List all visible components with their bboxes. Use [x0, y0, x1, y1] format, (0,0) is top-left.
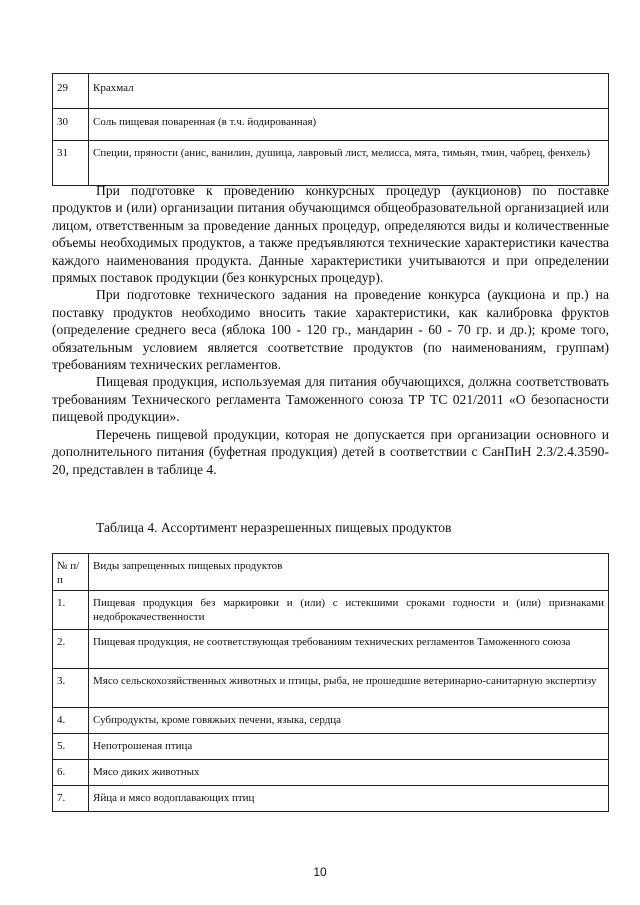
paragraph: Пищевая продукция, используемая для питания обучающихся, должна соответствовать требованиям Технического регламента Таможенного союза ТР ТС 021/2011 «О безопасности пищевой продукции».: [52, 374, 609, 425]
prohibited-products-table: [52, 553, 609, 812]
row-number: 6.: [53, 760, 89, 786]
table-row: [53, 591, 609, 630]
row-text: Крахмал: [89, 74, 609, 109]
row-text: Соль пищевая поваренная (в т.ч. йодированная): [89, 109, 609, 141]
row-text: Субпродукты, кроме говяжьих печени, языка, сердца: [89, 708, 609, 734]
header-number: № п/п: [53, 554, 89, 591]
paragraph: При подготовке технического задания на проведение конкурса (аукциона и пр.) на поставку продуктов необходимо вносить такие характеристики, как калибровка фруктов (определение среднего веса (яблока 100 - 120 гр., мандарин - 60 - 70 гр. и др.); кроме того, обязательным условием является соответствие продуктов (по наименованиям, группам) требованиям технических регламентов.: [52, 287, 609, 373]
table-row: [53, 141, 609, 186]
table-row: [53, 708, 609, 734]
table-row: [53, 630, 609, 669]
row-number: 3.: [53, 669, 89, 708]
paragraph: При подготовке к проведению конкурсных процедур (аукционов) по поставке продуктов и (или) организации питания обучающимся общеобразовательной организацией или лицом, ответственным за проведение данных процедур, определяются виды и количественные объемы необходимых продуктов, а также предъявляются технические характеристики качества каждого наименования продукта. Данные характеристики учитываются и при определении прямых поставок продукции (без конкурсных процедур).: [52, 183, 609, 286]
table-header-row: [53, 554, 609, 591]
table-row: [53, 109, 609, 141]
table-caption: Таблица 4. Ассортимент неразрешенных пищевых продуктов: [96, 520, 452, 535]
table-row: [53, 734, 609, 760]
row-text: Мясо диких животных: [89, 760, 609, 786]
body-text: [52, 182, 609, 478]
row-text: Мясо сельскохозяйственных животных и птицы, рыба, не прошедшие ветеринарно-санитарную экспертизу: [89, 669, 609, 708]
row-number: 2.: [53, 630, 89, 669]
row-number: 5.: [53, 734, 89, 760]
table-row: [53, 74, 609, 109]
row-text: Пищевая продукция, не соответствующая требованиям технических регламентов Таможенного союза: [89, 630, 609, 669]
page-number: 10: [313, 865, 327, 879]
row-number: 31: [53, 141, 89, 186]
row-text: Пищевая продукция без маркировки и (или) с истекшими сроками годности и (или) признаками недоброкачественности: [89, 591, 609, 630]
table-row: [53, 760, 609, 786]
row-number: 1.: [53, 591, 89, 630]
row-text: Специи, пряности (анис, ванилин, душица, лавровый лист, мелисса, мята, тимьян, тмин, чабрец, фенхель): [89, 141, 609, 186]
row-number: 29: [53, 74, 89, 109]
row-text: Непотрошеная птица: [89, 734, 609, 760]
row-text: Яйца и мясо водоплавающих птиц: [89, 786, 609, 812]
row-number: 4.: [53, 708, 89, 734]
paragraph: Перечень пищевой продукции, которая не допускается при организации основного и дополнительного питания (буфетная продукция) детей в соответствии с СанПиН 2.3/2.4.3590-20, представлен в таблице 4.: [52, 426, 609, 477]
header-text: Виды запрещенных пищевых продуктов: [89, 554, 609, 591]
row-number: 7.: [53, 786, 89, 812]
table-row: [53, 669, 609, 708]
row-number: 30: [53, 109, 89, 141]
table-row: [53, 786, 609, 812]
products-table-continued: [52, 73, 609, 186]
